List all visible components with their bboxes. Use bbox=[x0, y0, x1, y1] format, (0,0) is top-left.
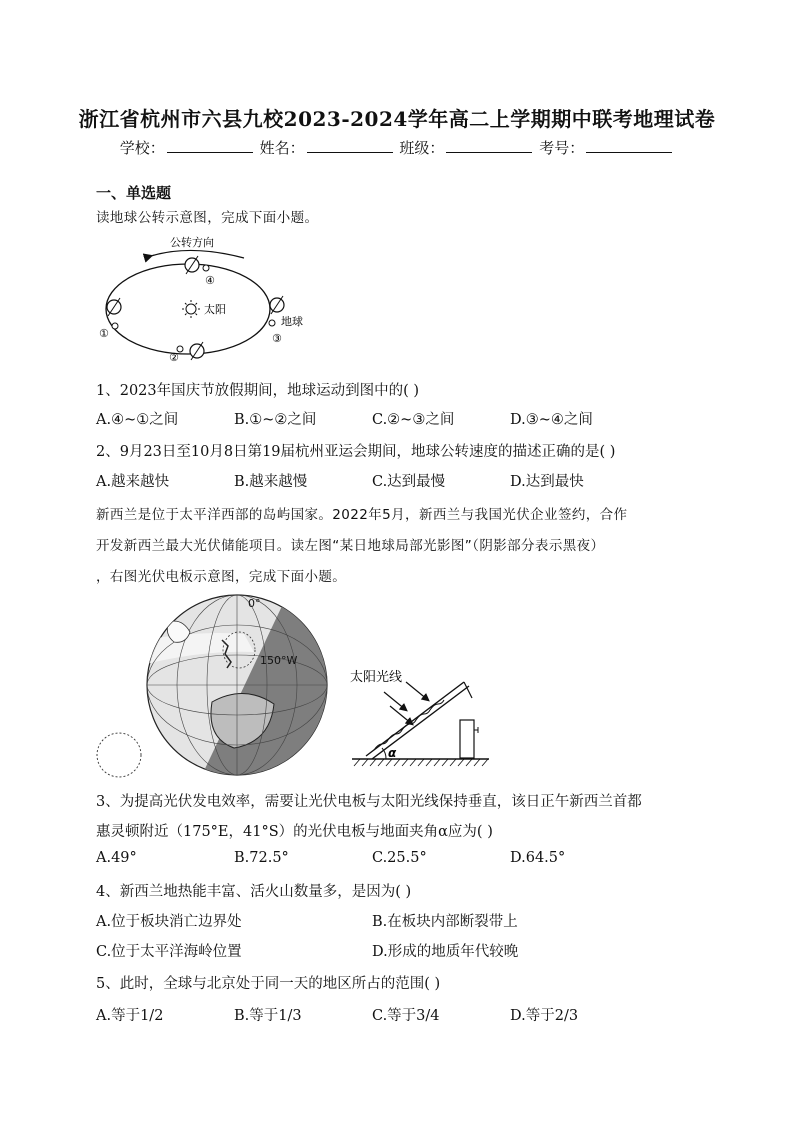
page-title: 浙江省杭州市六县九校2023-2024学年高二上学期期中联考地理试卷 bbox=[78, 107, 716, 131]
earth-label: 地球 bbox=[281, 315, 303, 328]
q3-option-d[interactable]: D.64.5° bbox=[510, 850, 566, 866]
q1-option-d[interactable]: D.③~④之间 bbox=[510, 412, 593, 428]
earth-icon bbox=[190, 342, 204, 360]
intro-text-2-line-3: ，右图光伏电板示意图，完成下面小题。 bbox=[96, 569, 347, 585]
q3-option-c[interactable]: C.25.5° bbox=[372, 850, 427, 866]
q5-option-b[interactable]: B.等于1/3 bbox=[234, 1008, 302, 1024]
direction-label: 公转方向 bbox=[170, 236, 214, 249]
lon-150w-label: 150°W bbox=[260, 654, 298, 667]
q2-option-a[interactable]: A.越来越快 bbox=[96, 474, 170, 490]
class-blank bbox=[446, 140, 532, 153]
sun-icon bbox=[182, 300, 200, 318]
q4-option-b[interactable]: B.在板块内部断裂带上 bbox=[372, 914, 518, 930]
number-label: 考号： bbox=[539, 139, 585, 157]
question-3: 3、为提高光伏发电效率，需要让光伏电板与太阳光线保持垂直，该日正午新西兰首都 bbox=[96, 794, 642, 810]
sunlight-arrows bbox=[384, 682, 428, 724]
sun-label: 太阳 bbox=[204, 303, 226, 316]
intro-text-2-line-2: 开发新西兰最大光伏储能项目。读左图“某日地球局部光影图”（阴影部分表示黑夜） bbox=[96, 538, 605, 554]
point-3-label: ③ bbox=[272, 332, 282, 345]
q1-option-a[interactable]: A.④~①之间 bbox=[96, 412, 179, 428]
q4-option-a[interactable]: A.位于板块消亡边界处 bbox=[96, 914, 242, 930]
name-label: 姓名： bbox=[259, 139, 305, 157]
q3-option-a[interactable]: A.49° bbox=[96, 850, 137, 866]
q4-option-d[interactable]: D.形成的地质年代较晚 bbox=[372, 944, 519, 960]
globe-light-map bbox=[94, 592, 334, 782]
q4-option-c[interactable]: C.位于太平洋海岭位置 bbox=[96, 944, 242, 960]
orbit-diagram bbox=[96, 232, 316, 367]
earth-icon bbox=[185, 256, 199, 274]
school-label: 学校： bbox=[119, 139, 165, 157]
ground-hatch bbox=[354, 759, 488, 766]
point-1-label: ① bbox=[99, 327, 109, 340]
orbit-ellipse bbox=[106, 264, 270, 354]
question-4: 4、新西兰地热能丰富、活火山数量多，是因为( ) bbox=[96, 884, 412, 900]
pv-panel-diagram bbox=[344, 662, 494, 777]
intro-text-1: 读地球公转示意图，完成下面小题。 bbox=[96, 210, 319, 226]
q2-option-c[interactable]: C.达到最慢 bbox=[372, 474, 446, 490]
pv-panel bbox=[366, 682, 472, 759]
question-5: 5、此时，全球与北京处于同一天的地区所占的范围( ) bbox=[96, 976, 441, 992]
sunlight-label: 太阳光线 bbox=[350, 670, 403, 685]
question-2: 2、9月23日至10月8日第19届杭州亚运会期间，地球公转速度的描述正确的是( ) bbox=[96, 444, 616, 460]
q3-option-b[interactable]: B.72.5° bbox=[234, 850, 289, 866]
name-blank bbox=[307, 140, 393, 153]
marker-circle bbox=[112, 323, 118, 329]
q1-option-b[interactable]: B.①~②之间 bbox=[234, 412, 317, 428]
q2-option-d[interactable]: D.达到最快 bbox=[510, 474, 584, 490]
class-label: 班级： bbox=[399, 139, 445, 157]
question-3-line-2: 惠灵顿附近（175°E，41°S）的光伏电板与地面夹角α应为( ) bbox=[96, 824, 493, 840]
number-blank bbox=[586, 140, 672, 153]
school-blank bbox=[167, 140, 253, 153]
marker-circle bbox=[269, 320, 275, 326]
q5-option-c[interactable]: C.等于3/4 bbox=[372, 1008, 440, 1024]
point-2-label: ② bbox=[169, 351, 179, 364]
q5-option-d[interactable]: D.等于2/3 bbox=[510, 1008, 579, 1024]
q1-option-c[interactable]: C.②~③之间 bbox=[372, 412, 455, 428]
q2-option-b[interactable]: B.越来越慢 bbox=[234, 474, 308, 490]
section-heading: 一、单选题 bbox=[96, 184, 172, 202]
earth-icon bbox=[270, 296, 284, 314]
intro-text-2-line-1: 新西兰是位于太平洋西部的岛屿国家。2022年5月，新西兰与我国光伏企业签约，合作 bbox=[96, 507, 628, 523]
lon-0-label: 0° bbox=[248, 597, 261, 610]
question-1: 1、2023年国庆节放假期间，地球运动到图中的( ) bbox=[96, 383, 420, 399]
alpha-label: α bbox=[388, 746, 397, 760]
student-info-line bbox=[0, 137, 794, 158]
q5-option-a[interactable]: A.等于1/2 bbox=[96, 1008, 164, 1024]
marker-circle bbox=[203, 265, 209, 271]
dashed-circle bbox=[97, 733, 141, 777]
earth-icon bbox=[107, 298, 121, 316]
point-4-label: ④ bbox=[205, 274, 215, 287]
support-post bbox=[460, 720, 474, 758]
